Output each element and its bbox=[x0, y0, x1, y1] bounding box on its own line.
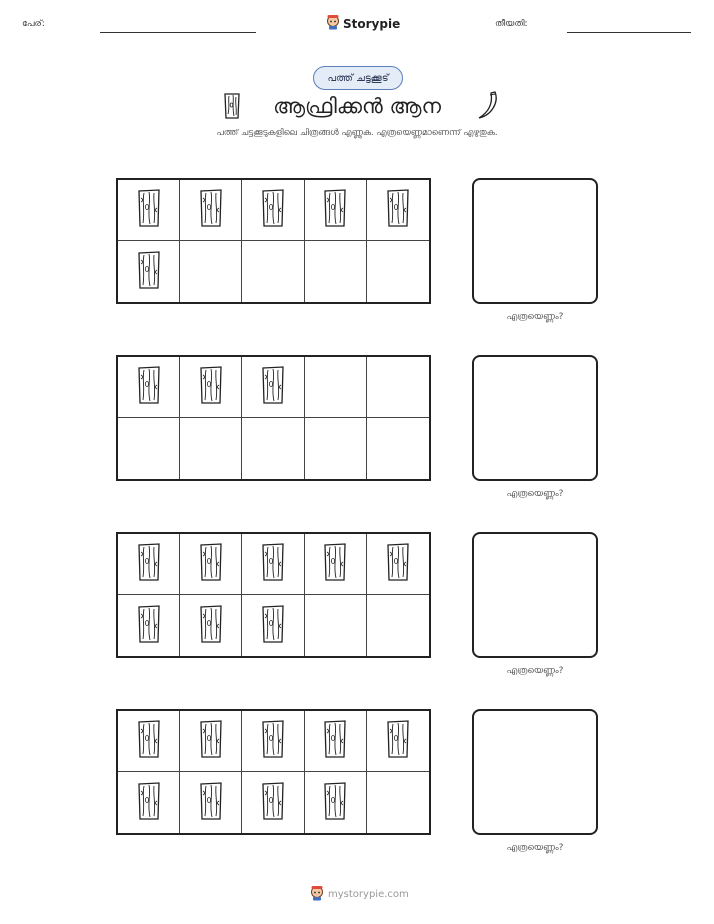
title-right-tusk-icon bbox=[476, 90, 500, 124]
ten-frame-cell bbox=[180, 595, 242, 656]
ten-frame-cell bbox=[305, 241, 367, 302]
ten-frame-cell bbox=[305, 711, 367, 772]
ten-frame bbox=[116, 178, 431, 304]
tree-bark-icon bbox=[136, 604, 162, 648]
ten-frame-cell bbox=[367, 711, 429, 772]
ten-frame-cell bbox=[118, 595, 180, 656]
ten-frame-cell bbox=[305, 534, 367, 595]
ten-frame-cell bbox=[305, 180, 367, 241]
ten-frame-cell bbox=[242, 772, 304, 833]
ten-frame-cell bbox=[367, 241, 429, 302]
ten-frame-cell bbox=[305, 418, 367, 479]
tree-bark-icon bbox=[198, 604, 224, 648]
ten-frame-cell bbox=[242, 357, 304, 418]
tree-bark-icon bbox=[260, 542, 286, 586]
footer bbox=[310, 885, 409, 904]
ten-frame-cell bbox=[367, 357, 429, 418]
brand-logo bbox=[326, 14, 400, 33]
tree-bark-icon bbox=[198, 781, 224, 825]
ten-frame-cell bbox=[242, 180, 304, 241]
ten-frame-cell bbox=[180, 241, 242, 302]
ten-frame-cell bbox=[367, 180, 429, 241]
ten-frame-cell bbox=[305, 772, 367, 833]
name-line[interactable] bbox=[100, 32, 256, 33]
tree-bark-icon bbox=[198, 188, 224, 232]
ten-frame-cell bbox=[118, 180, 180, 241]
tree-bark-icon bbox=[136, 781, 162, 825]
tree-bark-icon bbox=[260, 781, 286, 825]
ten-frame-cell bbox=[242, 241, 304, 302]
ten-frame-cell bbox=[180, 711, 242, 772]
ten-frame-cell bbox=[180, 534, 242, 595]
date-label: തീയതി: bbox=[495, 19, 528, 29]
tree-bark-icon bbox=[385, 542, 411, 586]
brand-name: Storypie bbox=[343, 16, 401, 31]
storypie-mascot-icon bbox=[310, 885, 324, 904]
worksheet-type-badge: പത്ത് ചട്ടക്കൂട് bbox=[313, 66, 403, 90]
ten-frame-cell bbox=[180, 180, 242, 241]
ten-frame-cell bbox=[242, 418, 304, 479]
tree-bark-icon bbox=[260, 719, 286, 763]
tree-bark-icon bbox=[136, 250, 162, 294]
worksheet-instructions: പത്ത് ചട്ടക്കൂടുകളിലെ ചിത്രങ്ങൾ എണ്ണുക. എത്രയെണ്ണമാണെന്ന് എഴുതുക. bbox=[216, 128, 498, 138]
tree-bark-icon bbox=[136, 542, 162, 586]
ten-frame-cell bbox=[367, 418, 429, 479]
ten-frame-cell bbox=[180, 418, 242, 479]
tree-bark-icon bbox=[198, 719, 224, 763]
ten-frame bbox=[116, 709, 431, 835]
tree-bark-icon bbox=[260, 365, 286, 409]
answer-box[interactable] bbox=[472, 532, 598, 658]
tree-bark-icon bbox=[136, 365, 162, 409]
ten-frame-cell bbox=[118, 357, 180, 418]
tree-bark-icon bbox=[136, 719, 162, 763]
tree-bark-icon bbox=[322, 781, 348, 825]
tree-bark-icon bbox=[385, 188, 411, 232]
tree-bark-icon bbox=[322, 542, 348, 586]
ten-frame-cell bbox=[118, 772, 180, 833]
tree-bark-icon bbox=[260, 188, 286, 232]
how-many-prompt: എത്രയെണ്ണം? bbox=[506, 489, 564, 499]
ten-frame-cell bbox=[242, 534, 304, 595]
title-left-bark-icon bbox=[222, 92, 242, 124]
ten-frame-cell bbox=[242, 711, 304, 772]
answer-box[interactable] bbox=[472, 178, 598, 304]
ten-frame-cell bbox=[118, 534, 180, 595]
tree-bark-icon bbox=[198, 365, 224, 409]
ten-frame-cell bbox=[367, 534, 429, 595]
ten-frame-cell bbox=[118, 241, 180, 302]
answer-box[interactable] bbox=[472, 709, 598, 835]
how-many-prompt: എത്രയെണ്ണം? bbox=[506, 312, 564, 322]
ten-frame-cell bbox=[118, 418, 180, 479]
ten-frame-cell bbox=[305, 595, 367, 656]
ten-frame-cell bbox=[180, 357, 242, 418]
name-label: പേര്: bbox=[22, 19, 45, 29]
storypie-mascot-icon bbox=[326, 14, 340, 33]
answer-box[interactable] bbox=[472, 355, 598, 481]
ten-frame-cell bbox=[242, 595, 304, 656]
ten-frame bbox=[116, 532, 431, 658]
tree-bark-icon bbox=[322, 719, 348, 763]
worksheet-title: ആഫ്രിക്കൻ ആന bbox=[273, 94, 441, 118]
ten-frame-cell bbox=[367, 595, 429, 656]
tree-bark-icon bbox=[385, 719, 411, 763]
ten-frame-cell bbox=[367, 772, 429, 833]
tree-bark-icon bbox=[322, 188, 348, 232]
ten-frame bbox=[116, 355, 431, 481]
tree-bark-icon bbox=[198, 542, 224, 586]
ten-frame-cell bbox=[305, 357, 367, 418]
tree-bark-icon bbox=[260, 604, 286, 648]
ten-frame-cell bbox=[180, 772, 242, 833]
how-many-prompt: എത്രയെണ്ണം? bbox=[506, 666, 564, 676]
footer-url[interactable]: mystorypie.com bbox=[328, 889, 409, 900]
ten-frame-cell bbox=[118, 711, 180, 772]
date-line[interactable] bbox=[567, 32, 691, 33]
tree-bark-icon bbox=[136, 188, 162, 232]
how-many-prompt: എത്രയെണ്ണം? bbox=[506, 843, 564, 853]
